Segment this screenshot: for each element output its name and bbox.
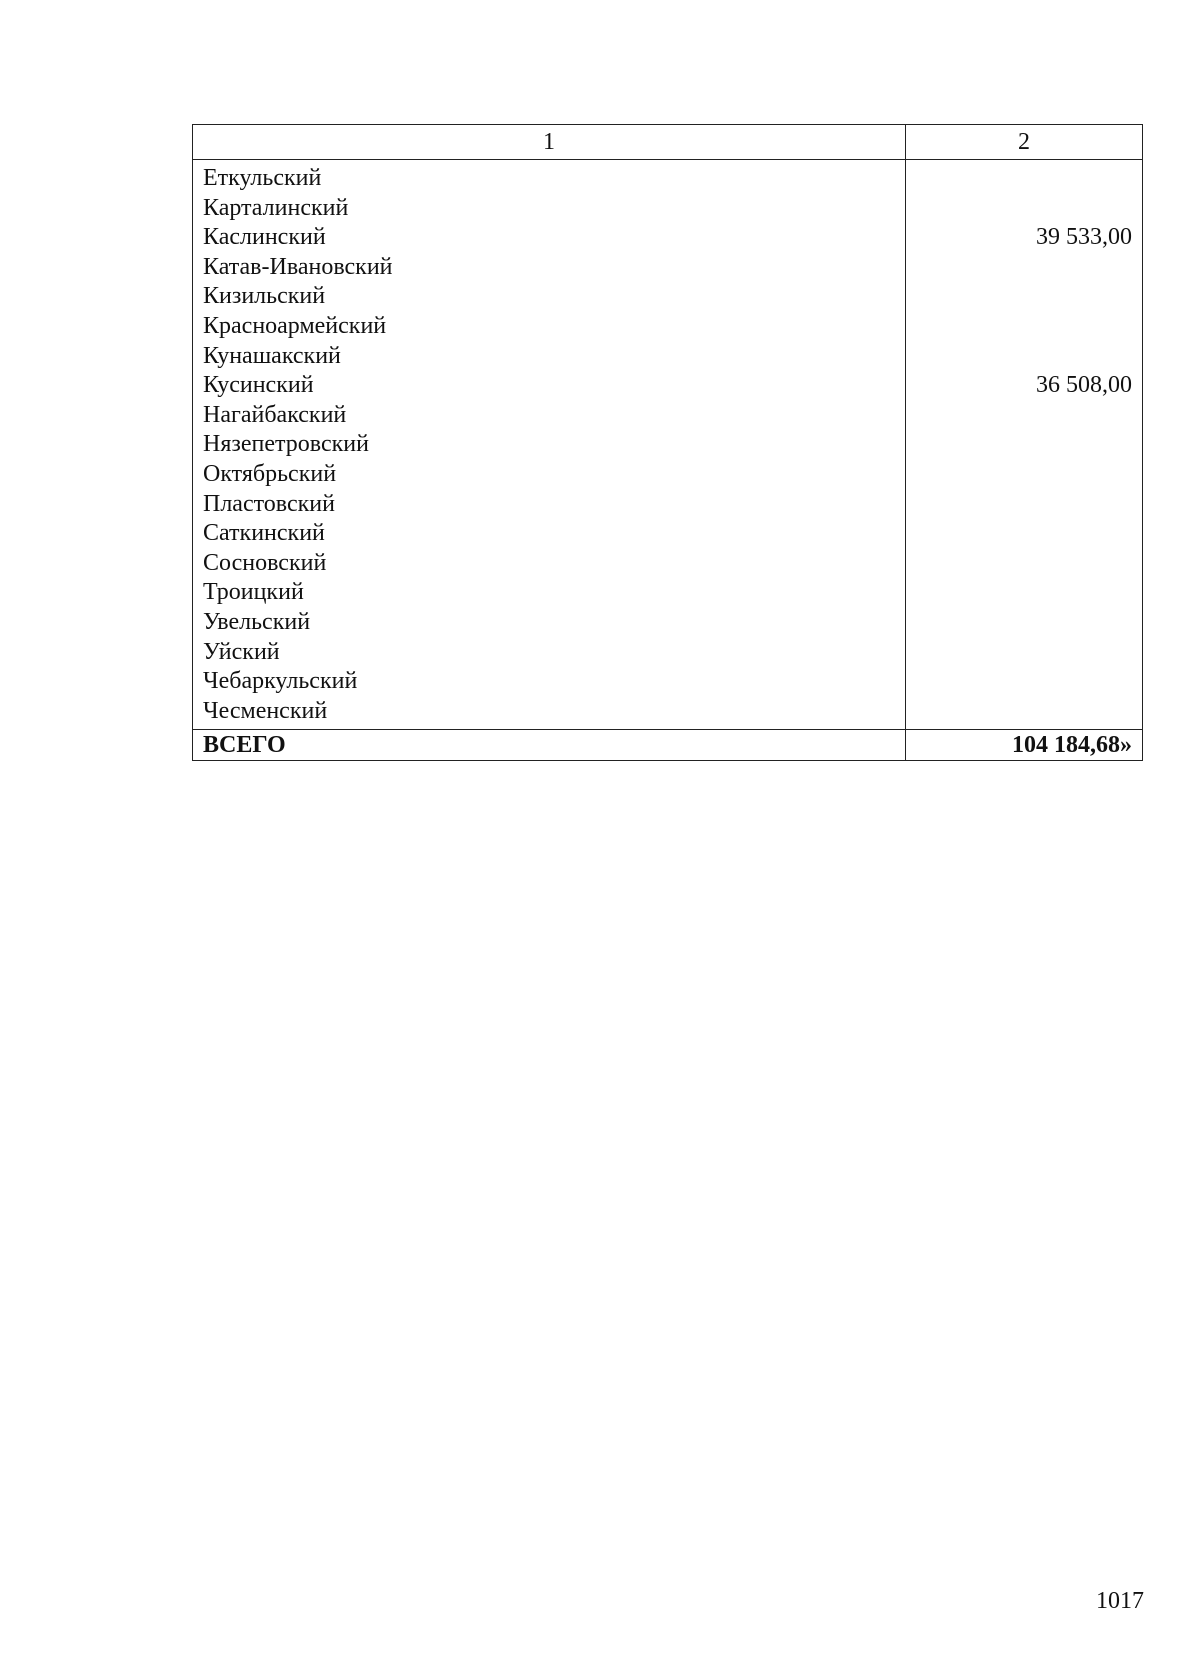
district-value: [906, 697, 1132, 727]
district-name: Кизильский: [203, 283, 326, 310]
district-name: Карталинский: [203, 194, 349, 221]
district-value: [906, 312, 1132, 342]
district-name: Саткинский: [203, 520, 325, 547]
district-value: [906, 430, 1132, 460]
page-number: 1017: [1096, 1588, 1144, 1614]
district-name: Уйский: [203, 638, 280, 665]
district-value: [906, 578, 1132, 608]
district-name: Нагайбакский: [203, 401, 347, 428]
district-value: [906, 490, 1132, 520]
district-name: Кусинский: [203, 372, 314, 399]
district-value: [906, 253, 1132, 283]
district-name: Катав-Ивановский: [203, 253, 393, 280]
district-value: [906, 460, 1132, 490]
district-name: Кунашакский: [203, 342, 341, 369]
district-name: Чесменский: [203, 697, 328, 724]
district-name: Нязепетровский: [203, 431, 369, 458]
district-name: Пластовский: [203, 490, 335, 517]
allocation-table: [192, 124, 1143, 761]
table-header-row: [193, 125, 1143, 160]
district-name: Каслинский: [203, 224, 326, 251]
district-value: [906, 282, 1132, 312]
district-name: Увельский: [203, 608, 311, 635]
column-header-1: 1: [193, 125, 906, 160]
total-label: ВСЕГО: [193, 730, 906, 761]
district-name: Октябрьский: [203, 460, 337, 487]
column-header-2: 2: [906, 125, 1143, 160]
district-value: 36 508,00: [1036, 372, 1132, 399]
table-total-row: [193, 730, 1143, 761]
district-values-cell: [906, 160, 1143, 730]
district-value: [906, 194, 1132, 224]
district-value: [906, 549, 1132, 579]
total-value: 104 184,68»: [906, 730, 1143, 761]
district-value: [906, 638, 1132, 668]
district-name: Еткульский: [203, 165, 322, 191]
district-value: [906, 667, 1132, 697]
district-name: Чебаркульский: [203, 668, 358, 695]
district-name: Красноармейский: [203, 312, 387, 339]
district-value: [906, 519, 1132, 549]
district-name: Сосновский: [203, 549, 327, 576]
table-body-row: [193, 160, 1143, 730]
district-value: [906, 164, 1132, 194]
district-value: [906, 608, 1132, 638]
district-names-cell: [193, 160, 906, 730]
district-value: [906, 401, 1132, 431]
district-value: [906, 342, 1132, 372]
district-value: 39 533,00: [1036, 224, 1132, 251]
district-name: Троицкий: [203, 579, 304, 606]
